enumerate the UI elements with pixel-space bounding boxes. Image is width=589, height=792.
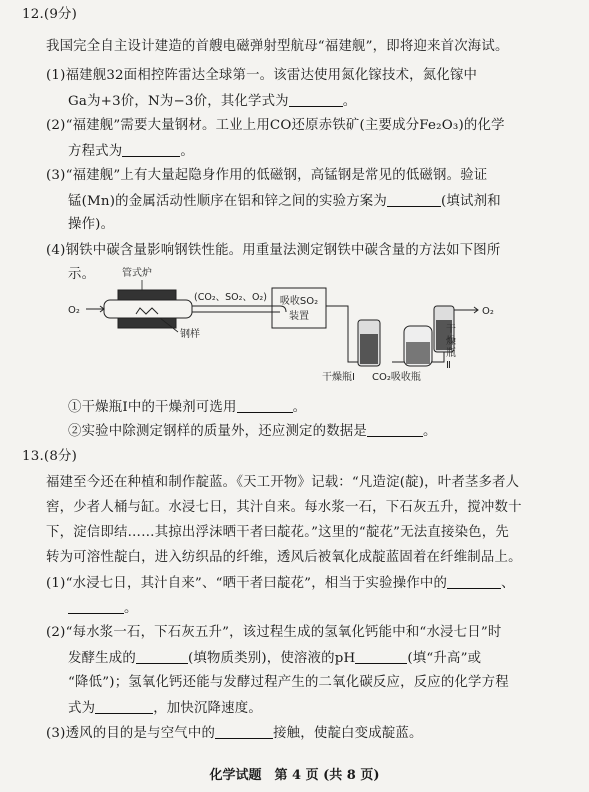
q13-text-line1: 福建至今还在种植和制作靛蓝。《天工开物》记载：“凡造淀(靛)，叶者茎多者人 xyxy=(46,475,520,490)
q12-part1-line2: Ga为+3价，N为−3价，其化学式为 。 xyxy=(68,94,357,109)
q12-part3-line1: (3)“福建舰”上有大量起隐身作用的低磁钢，高锰钢是常见的低磁钢。验证 xyxy=(46,168,488,183)
q12-sub1: ①干燥瓶Ⅰ中的干燥剂可选用 。 xyxy=(68,400,307,415)
co2-bottle-label: CO₂吸收瓶 xyxy=(372,372,421,383)
answer-blank[interactable] xyxy=(289,92,343,107)
outlet-arrow xyxy=(454,307,478,313)
q12-intro: 我国完全自主设计建造的首艘电磁弹射型航母“福建舰”，即将迎来首次海试。 xyxy=(46,39,509,54)
gas-composition-label: (CO₂、SO₂、O₂) xyxy=(194,292,267,303)
q13-part2-line1: (2)“每水浆一石，下石灰五升”，该过程生成的氢氧化钙能中和“水浸七日”时 xyxy=(46,625,502,640)
absorber-label-2: 装置 xyxy=(289,311,309,322)
absorber-label-1: 吸收SO₂ xyxy=(279,296,319,307)
q12-part4-line1: (4)钢铁中碳含量影响钢铁性能。用重量法测定钢铁中碳含量的方法如下图所 xyxy=(46,243,501,258)
q12-part2-line2: 方程式为 。 xyxy=(68,144,194,159)
answer-blank[interactable] xyxy=(136,649,188,664)
answer-blank[interactable] xyxy=(237,398,293,413)
q13-part1-line1: (1)“水浸七日，其汁自来”、“晒干者曰靛花”，相当于实验操作中的 、 xyxy=(46,576,515,591)
tube-furnace xyxy=(104,300,192,318)
dryer2-char-3: 瓶 xyxy=(446,348,456,359)
q13-header: 13.(8分) xyxy=(22,449,78,464)
q13-part2-line2: 发酵生成的 (填物质类别)，使溶液的pH (填“升高”或 xyxy=(68,651,482,666)
o2-inlet-label: O₂ xyxy=(68,305,80,316)
furnace-label: 管式炉 xyxy=(122,268,152,279)
o2-outlet-label: O₂ xyxy=(482,306,494,317)
q12-sub2: ②实验中除测定钢样的质量外，还应测定的数据是 。 xyxy=(68,424,437,439)
steel-sample xyxy=(136,308,158,314)
furnace-block-bottom xyxy=(118,318,176,328)
q13-text-line2: 窖，少者人桶与缸。水浸七日，其汁自来。每水浆一石，下石灰五升，搅冲数十 xyxy=(46,500,522,515)
dryer2-char-2: 燥 xyxy=(446,336,456,347)
dryer2-char-1: 干 xyxy=(446,324,456,335)
q13-part2-line3: “降低”)；氢氧化钙还能与发酵过程产生的二氧化碳反应，反应的化学方程 xyxy=(68,675,509,690)
co2-absorber-fill xyxy=(406,342,430,364)
q13-text-line4: 转为可溶性靛白，进入纺织品的纤维，透风后被氧化成靛蓝固着在纤维制品上。 xyxy=(46,550,522,565)
q13-text-line3: 下，淀信即结……其掠出浮沫晒干者曰靛花。”这里的“靛花”无法直接染色，先 xyxy=(46,525,509,540)
answer-blank[interactable] xyxy=(122,142,180,157)
q12-part4-line2: 示。 xyxy=(68,267,96,282)
carbon-measurement-apparatus xyxy=(60,262,540,392)
q13-part2-line4: 式为 ，加快沉降速度。 xyxy=(68,701,262,716)
furnace-block-top xyxy=(118,290,176,300)
q12-part1-line1: (1)福建舰32面相控阵雷达全球第一。该雷达使用氮化镓技术，氮化镓中 xyxy=(46,68,478,83)
page-footer: 化学试题 第 4 页 (共 8 页) xyxy=(209,768,380,783)
q13-part3: (3)透风的目的是与空气中的 接触，使靛白变成靛蓝。 xyxy=(46,726,423,741)
dryer2-char-4: Ⅱ xyxy=(446,360,451,371)
answer-blank[interactable] xyxy=(68,599,124,614)
answer-blank[interactable] xyxy=(387,192,441,207)
q12-part3-line3: 操作)。 xyxy=(68,217,115,232)
q12-part2-line1: (2)“福建舰”需要大量钢材。工业上用CO还原赤铁矿(主要成分Fe₂O₃)的化学 xyxy=(46,118,505,133)
so2-absorber-box xyxy=(272,288,326,328)
answer-blank[interactable] xyxy=(367,422,423,437)
answer-blank[interactable] xyxy=(95,699,153,714)
q12-part3-line2: 锰(Mn)的金属活动性顺序在铝和锌之间的实验方案为 (填试剂和 xyxy=(68,194,501,209)
inlet-arrow xyxy=(86,306,104,312)
answer-blank[interactable] xyxy=(355,649,407,664)
sample-label: 钢样 xyxy=(180,329,200,340)
dryer1-label: 干燥瓶Ⅰ xyxy=(322,372,355,383)
q12-header: 12.(9分) xyxy=(22,7,78,22)
answer-blank[interactable] xyxy=(447,574,501,589)
q13-part1-line2: 。 xyxy=(68,599,138,618)
answer-blank[interactable] xyxy=(215,724,273,739)
drying-bottle-1-fill xyxy=(360,334,378,364)
